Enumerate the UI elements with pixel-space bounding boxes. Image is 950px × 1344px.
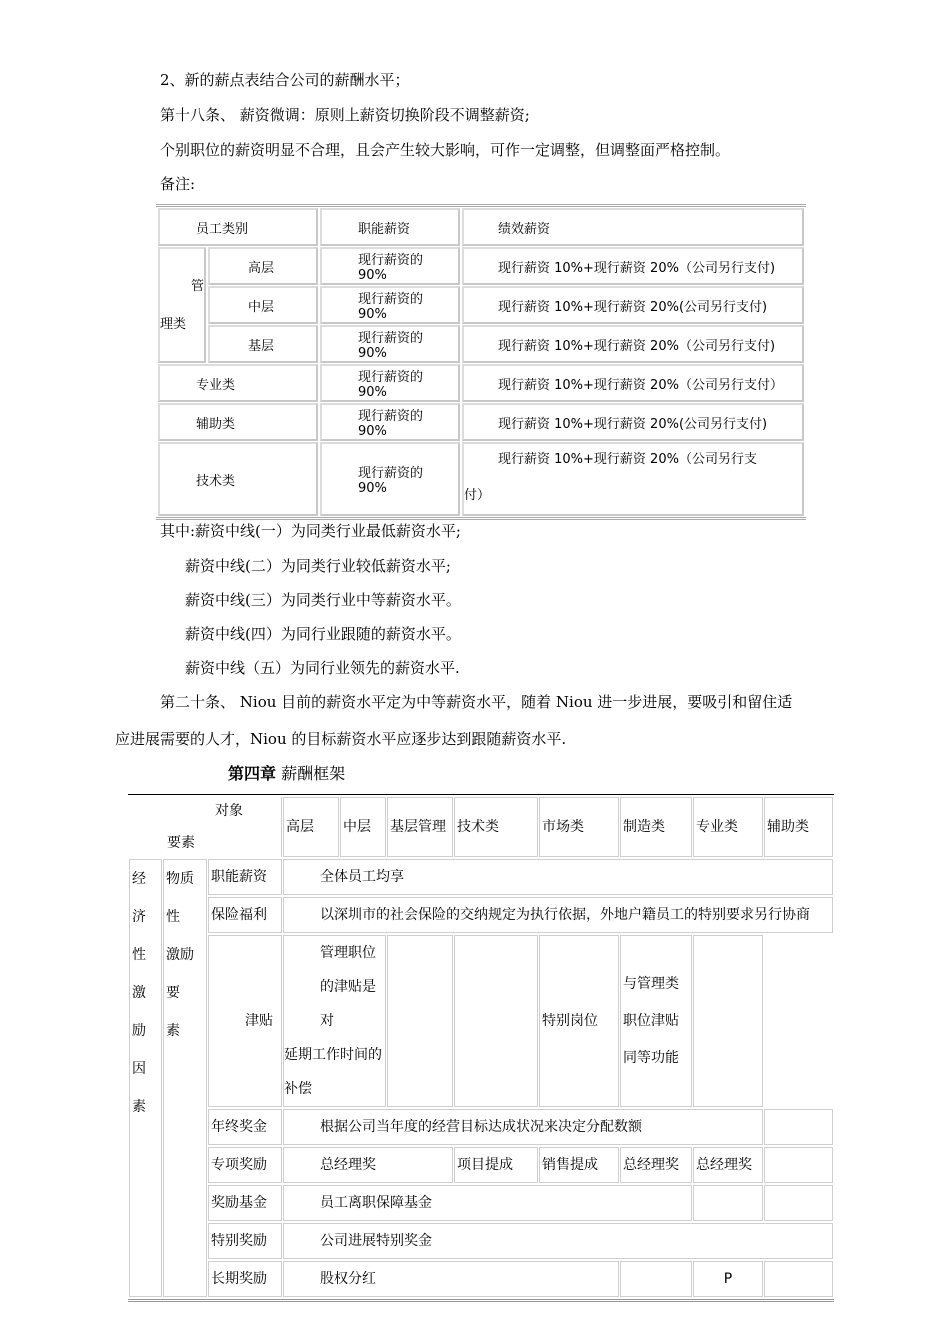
table-row	[129, 1185, 833, 1221]
function-salary-cell: 现行薪资的 90%	[320, 247, 460, 285]
table-row	[129, 1109, 833, 1145]
category-cell: 专业类	[158, 364, 318, 402]
table-row	[129, 897, 833, 933]
table-row	[129, 859, 833, 895]
row-label: 特别奖励	[208, 1223, 282, 1259]
row-content: 以深圳市的社会保险的交纳规定为执行依据，外地户籍员工的特别要求另行协商	[283, 897, 833, 933]
row-label: 保险福利	[208, 897, 282, 933]
function-salary-cell: 现行薪资的 90%	[320, 325, 460, 363]
performance-line-a: 现行薪资 10%+现行薪资 20%（公司另行支	[498, 452, 757, 467]
category-cell: 辅助类	[158, 403, 318, 441]
long-term-mark: P	[693, 1261, 763, 1297]
empty-cell	[620, 1261, 692, 1297]
allowance-management-cell	[283, 935, 386, 1107]
salary-structure-table	[156, 204, 806, 520]
column-header: 市场类	[539, 797, 619, 857]
allowance-special-cell: 特别岗位	[539, 935, 619, 1107]
performance-salary-cell: 现行薪资 10%+现行薪资 20%(公司另行支付)	[462, 286, 804, 324]
header-category: 员工类别	[158, 208, 318, 246]
bonus-cell: 销售提成	[539, 1147, 619, 1183]
performance-salary-cell: 现行薪资 10%+现行薪资 20%（公司另行支付）	[462, 364, 804, 402]
allowance-pro-line: 职位津贴	[623, 1012, 679, 1029]
table-row	[158, 325, 804, 363]
performance-salary-cell: 现行薪资 10%+现行薪资 20%（公司另行支付)	[462, 325, 804, 363]
bonus-cell: 项目提成	[454, 1147, 538, 1183]
group-label-line: 性激	[132, 947, 146, 1001]
column-header: 基层管理	[387, 797, 453, 857]
sub-category-cell: 基层	[208, 325, 318, 363]
midline-4: 薪资中线(四）为同行业跟随的薪资水平。	[185, 625, 461, 643]
paragraph-adjustment: 个别职位的薪资明显不合理，且会产生较大影响，可作一定调整，但调整面严格控制。	[160, 141, 731, 159]
performance-line-b: 付）	[464, 488, 491, 503]
table-row	[158, 403, 804, 441]
chapter-title: 薪酬框架	[276, 764, 346, 783]
article-20-line-2: 应进展需要的人才，Niou 的目标薪资水平应逐步达到跟随薪资水平.	[115, 730, 567, 748]
article-20-line-1: 第二十条、 Niou 目前的薪资水平定为中等薪资水平，随着 Niou 进一步进展，要吸引和留住适	[160, 693, 793, 711]
performance-salary-cell: 现行薪资 10%+现行薪资 20%(公司另行支付)	[462, 403, 804, 441]
allowance-line-b: 延期工作时间的补偿	[284, 1047, 382, 1097]
paragraph-salary-table: 2、新的薪点表结合公司的薪酬水平；	[160, 71, 410, 89]
table-row	[158, 364, 804, 402]
table-header-row	[129, 797, 833, 857]
article-18: 第十八条、 薪资微调：原则上薪资切换阶段不调整薪资;	[160, 106, 530, 124]
empty-cell	[764, 1147, 833, 1183]
allowance-pro-line: 与管理类	[623, 975, 679, 992]
header-performance-salary: 绩效薪资	[462, 208, 804, 246]
sub-category-cell: 高层	[208, 247, 318, 285]
column-header: 专业类	[693, 797, 763, 857]
bonus-cell: 总经理奖	[283, 1147, 453, 1183]
allowance-pro-line: 同等功能	[623, 1049, 679, 1066]
allowance-professional-cell	[620, 935, 692, 1107]
row-label: 专项奖励	[208, 1147, 282, 1183]
row-content: 全体员工均享	[283, 859, 833, 895]
group-label-line: 物质性	[166, 871, 194, 925]
management-label-b: 理类	[160, 317, 187, 332]
chapter-number: 第四章	[228, 764, 277, 783]
empty-cell	[387, 935, 453, 1107]
column-header: 制造类	[620, 797, 692, 857]
bonus-cell: 总经理奖	[693, 1147, 763, 1183]
group-label-line: 经济	[132, 871, 146, 925]
table-row	[129, 1223, 833, 1259]
row-label: 职能薪资	[208, 859, 282, 895]
column-header: 辅助类	[764, 797, 833, 857]
performance-salary-cell	[462, 442, 804, 516]
function-salary-cell: 现行薪资的 90%	[320, 364, 460, 402]
table-row	[129, 1147, 833, 1183]
corner-cell	[129, 797, 282, 857]
empty-cell	[764, 1185, 833, 1221]
group-label-line: 素	[166, 1023, 180, 1039]
table-row	[158, 286, 804, 324]
table-header-row	[158, 208, 804, 246]
row-label: 奖励基金	[208, 1185, 282, 1221]
empty-cell	[454, 935, 538, 1107]
sub-category-cell: 中层	[208, 286, 318, 324]
row-label: 长期奖励	[208, 1261, 282, 1297]
management-category-cell	[158, 247, 206, 363]
table-row	[129, 1261, 833, 1297]
row-content: 根据公司当年度的经营目标达成状况来决定分配数额	[283, 1109, 763, 1145]
empty-cell	[693, 1185, 763, 1221]
column-header: 中层	[340, 797, 386, 857]
allowance-line-a: 管理职位的津贴是对	[320, 945, 376, 1029]
row-label: 津贴	[208, 935, 282, 1107]
table-row	[129, 935, 833, 1107]
table-row	[158, 442, 804, 516]
material-incentive-cell	[163, 859, 207, 1297]
group-label-line: 激励要	[166, 947, 194, 1001]
corner-object: 对象	[215, 803, 243, 819]
table-row	[158, 247, 804, 285]
compensation-framework-table	[128, 794, 834, 1302]
column-header: 技术类	[454, 797, 538, 857]
category-cell: 技术类	[158, 442, 318, 516]
midline-3: 薪资中线(三）为同类行业中等薪资水平。	[185, 591, 461, 609]
economic-incentive-cell	[129, 859, 162, 1297]
group-label-line: 励因	[132, 1023, 146, 1077]
empty-cell	[764, 1109, 833, 1145]
midline-1: 其中:薪资中线(一）为同类行业最低薪资水平;	[160, 522, 461, 540]
bonus-cell: 总经理奖	[620, 1147, 692, 1183]
empty-cell	[693, 935, 763, 1107]
performance-salary-cell: 现行薪资 10%+现行薪资 20%（公司另行支付)	[462, 247, 804, 285]
chapter-heading	[228, 764, 345, 784]
row-content: 股权分红	[283, 1261, 619, 1297]
remarks-label: 备注:	[160, 175, 196, 193]
midline-5: 薪资中线（五）为同行业领先的薪资水平.	[185, 659, 460, 677]
group-label-line: 素	[132, 1099, 146, 1115]
function-salary-cell: 现行薪资的 90%	[320, 403, 460, 441]
corner-element: 要素	[167, 835, 195, 851]
management-label-a: 管	[190, 279, 204, 294]
midline-2: 薪资中线(二）为同类行业较低薪资水平;	[185, 557, 451, 575]
column-header: 高层	[283, 797, 339, 857]
empty-cell	[764, 1261, 833, 1297]
row-label: 年终奖金	[208, 1109, 282, 1145]
header-function-salary: 职能薪资	[320, 208, 460, 246]
row-content: 员工离职保障基金	[283, 1185, 692, 1221]
function-salary-cell: 现行薪资的 90%	[320, 286, 460, 324]
row-content: 公司进展特别奖金	[283, 1223, 833, 1259]
function-salary-cell: 现行薪资的 90%	[320, 442, 460, 516]
